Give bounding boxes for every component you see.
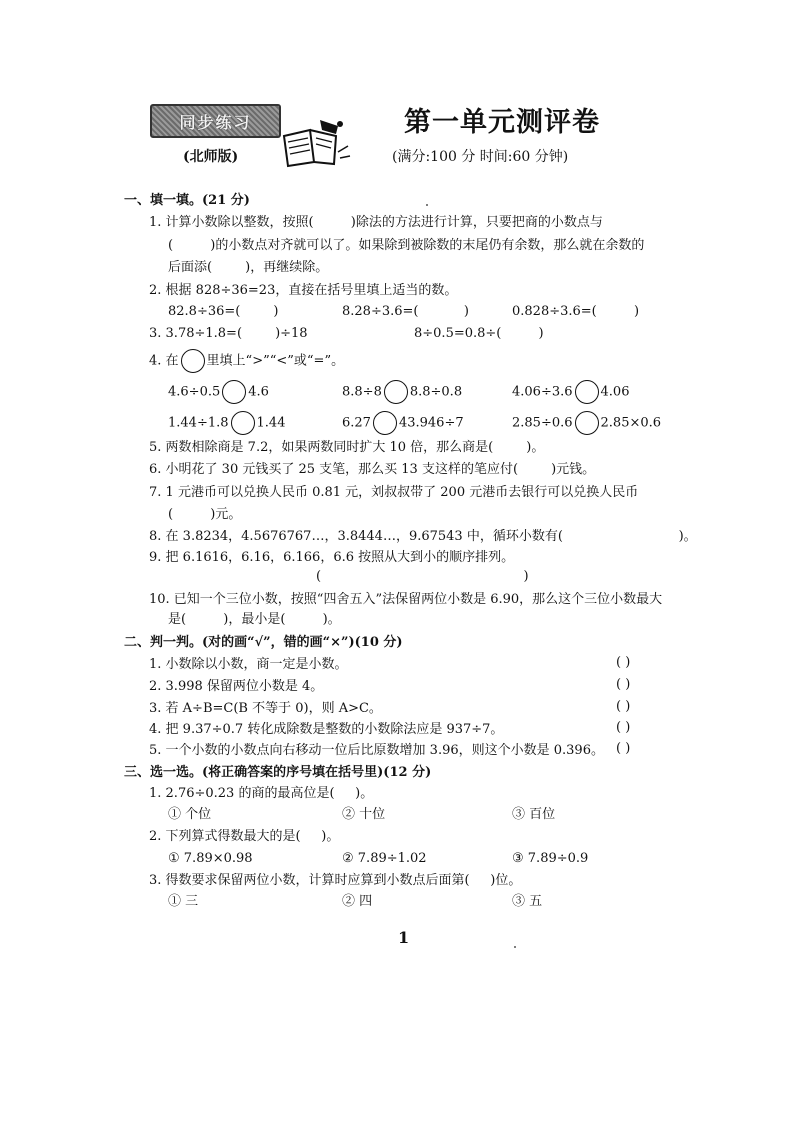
compare-circle[interactable] <box>384 380 408 404</box>
q4-left: 2.85÷0.6 <box>512 415 573 431</box>
judge-item-2: 2. 3.998 保留两位小数是 4。 <box>149 679 324 694</box>
judge-item-4: 4. 把 9.37÷0.7 转化成除数是整数的小数除法应是 937÷7。 <box>149 722 504 737</box>
page-number: 1 <box>398 928 410 947</box>
q10-line2: 是( )，最小是( )。 <box>168 612 341 627</box>
choice-q1-opt2[interactable]: ② 十位 <box>342 807 386 822</box>
q4-right: 8.8÷0.8 <box>409 384 463 400</box>
scan-speck <box>426 204 428 206</box>
q4-left: 1.44÷1.8 <box>168 415 229 431</box>
choice-q1: 1. 2.76÷0.23 的商的最高位是( )。 <box>149 786 374 801</box>
judge-item-3: 3. 若 A÷B=C(B 不等于 0)，则 A>C。 <box>149 701 382 716</box>
judge-answer-2[interactable]: ( ) <box>616 677 631 692</box>
q2-part-b: 8.28÷3.6=( ) <box>342 304 470 319</box>
q1-line1: 1. 计算小数除以整数，按照( )除法的方法进行计算，只要把商的小数点与 <box>149 215 603 230</box>
choice-q3: 3. 得数要求保留两位小数，计算时应算到小数点后面第( )位。 <box>149 873 522 888</box>
q4-row1-item1 <box>168 380 269 404</box>
q7-line1: 7. 1 元港币可以兑换人民币 0.81 元，刘叔叔带了 200 元港币去银行可以兑换人民币 <box>149 485 639 500</box>
q8: 8. 在 3.8234，4.5676767…，3.8444…，9.67543 中，循环小数有( )。 <box>149 529 697 544</box>
choice-q1-opt1[interactable]: ① 个位 <box>168 807 212 822</box>
q6: 6. 小明花了 30 元钱买了 25 支笔，那么买 13 支这样的笔应付( )元钱。 <box>149 462 596 477</box>
compare-circle[interactable] <box>222 380 246 404</box>
q4-post: 里填上“>”“<”或“=”。 <box>206 353 345 369</box>
q4-right: 2.85×0.6 <box>600 415 662 431</box>
judge-item-5: 5. 一个小数的小数点向右移动一位后比原数增加 3.96，则这个小数是 0.396。 <box>149 743 604 758</box>
scan-speck <box>514 946 516 948</box>
compare-circle <box>181 349 205 373</box>
choice-q2-opt2[interactable]: ② 7.89÷1.02 <box>342 851 427 866</box>
q5: 5. 两数相除商是 7.2，如果两数同时扩大 10 倍，那么商是( )。 <box>149 440 545 455</box>
q3-part-b: 8÷0.5=0.8÷( ) <box>414 326 544 341</box>
q9-line2: ( ) <box>316 569 529 584</box>
q9-line1: 9. 把 6.1616，6.16，6.166，6.6 按照从大到小的顺序排列。 <box>149 550 515 565</box>
q4-left: 4.6÷0.5 <box>168 384 221 400</box>
judge-answer-4[interactable]: ( ) <box>616 720 631 735</box>
q7-line2: ( )元。 <box>168 507 242 522</box>
q4-right: 43.946÷7 <box>398 415 464 431</box>
q1-line3: 后面添( )，再继续除。 <box>168 260 329 275</box>
q4-right: 4.6 <box>248 384 269 400</box>
judge-answer-1[interactable]: ( ) <box>616 655 631 670</box>
section2-heading: 二、判一判。(对的画“√”，错的画“×”)(10 分) <box>124 635 403 650</box>
q4-row2-item2 <box>342 411 464 435</box>
q3-part-a: 3. 3.78÷1.8=( )÷18 <box>149 326 308 341</box>
judge-answer-3[interactable]: ( ) <box>616 699 631 714</box>
choice-q2: 2. 下列算式得数最大的是( )。 <box>149 829 340 844</box>
section3-heading: 三、选一选。(将正确答案的序号填在括号里)(12 分) <box>124 765 432 780</box>
choice-q2-opt3[interactable]: ③ 7.89÷0.9 <box>512 851 589 866</box>
series-logo-text: 同步练习 <box>179 112 252 132</box>
choice-q2-opt1[interactable]: ① 7.89×0.98 <box>168 851 253 866</box>
choice-q1-opt3[interactable]: ③ 百位 <box>512 807 556 822</box>
compare-circle[interactable] <box>575 380 599 404</box>
q4-right: 1.44 <box>256 415 286 431</box>
q4-row1-item2 <box>342 380 462 404</box>
exam-meta: (满分:100 分 时间:60 分钟) <box>392 149 569 165</box>
q4-left: 6.27 <box>342 415 371 431</box>
q10-line1: 10. 已知一个三位小数，按照“四舍五入”法保留两位小数是 6.90，那么这个三位小数最大 <box>149 592 663 607</box>
compare-circle[interactable] <box>231 411 255 435</box>
q4-left: 8.8÷8 <box>342 384 382 400</box>
compare-circle[interactable] <box>373 411 397 435</box>
edition-label: (北师版) <box>183 149 239 165</box>
compare-circle[interactable] <box>575 411 599 435</box>
choice-q3-opt2[interactable]: ② 四 <box>342 894 373 909</box>
q4-row2-item3 <box>512 411 661 435</box>
section1-heading: 一、填一填。(21 分) <box>124 193 250 208</box>
judge-answer-5[interactable]: ( ) <box>616 741 631 756</box>
q4-pre: 4. 在 <box>149 353 179 369</box>
series-logo <box>150 104 281 138</box>
q2-line1: 2. 根据 828÷36=23，直接在括号里填上适当的数。 <box>149 283 458 298</box>
q4-instruction <box>149 349 344 373</box>
q4-row1-item3 <box>512 380 629 404</box>
q2-part-a: 82.8÷36=( ) <box>168 304 279 319</box>
page-title: 第一单元测评卷 <box>404 107 600 138</box>
q4-right: 4.06 <box>600 384 630 400</box>
choice-q3-opt1[interactable]: ① 三 <box>168 894 199 909</box>
book-icon <box>280 116 352 168</box>
q4-left: 4.06÷3.6 <box>512 384 573 400</box>
q2-part-c: 0.828÷3.6=( ) <box>512 304 640 319</box>
q4-row2-item1 <box>168 411 285 435</box>
judge-item-1: 1. 小数除以小数，商一定是小数。 <box>149 657 348 672</box>
choice-q3-opt3[interactable]: ③ 五 <box>512 894 543 909</box>
q1-line2: ( )的小数点对齐就可以了。如果除到被除数的末尾仍有余数，那么就在余数的 <box>168 238 645 253</box>
